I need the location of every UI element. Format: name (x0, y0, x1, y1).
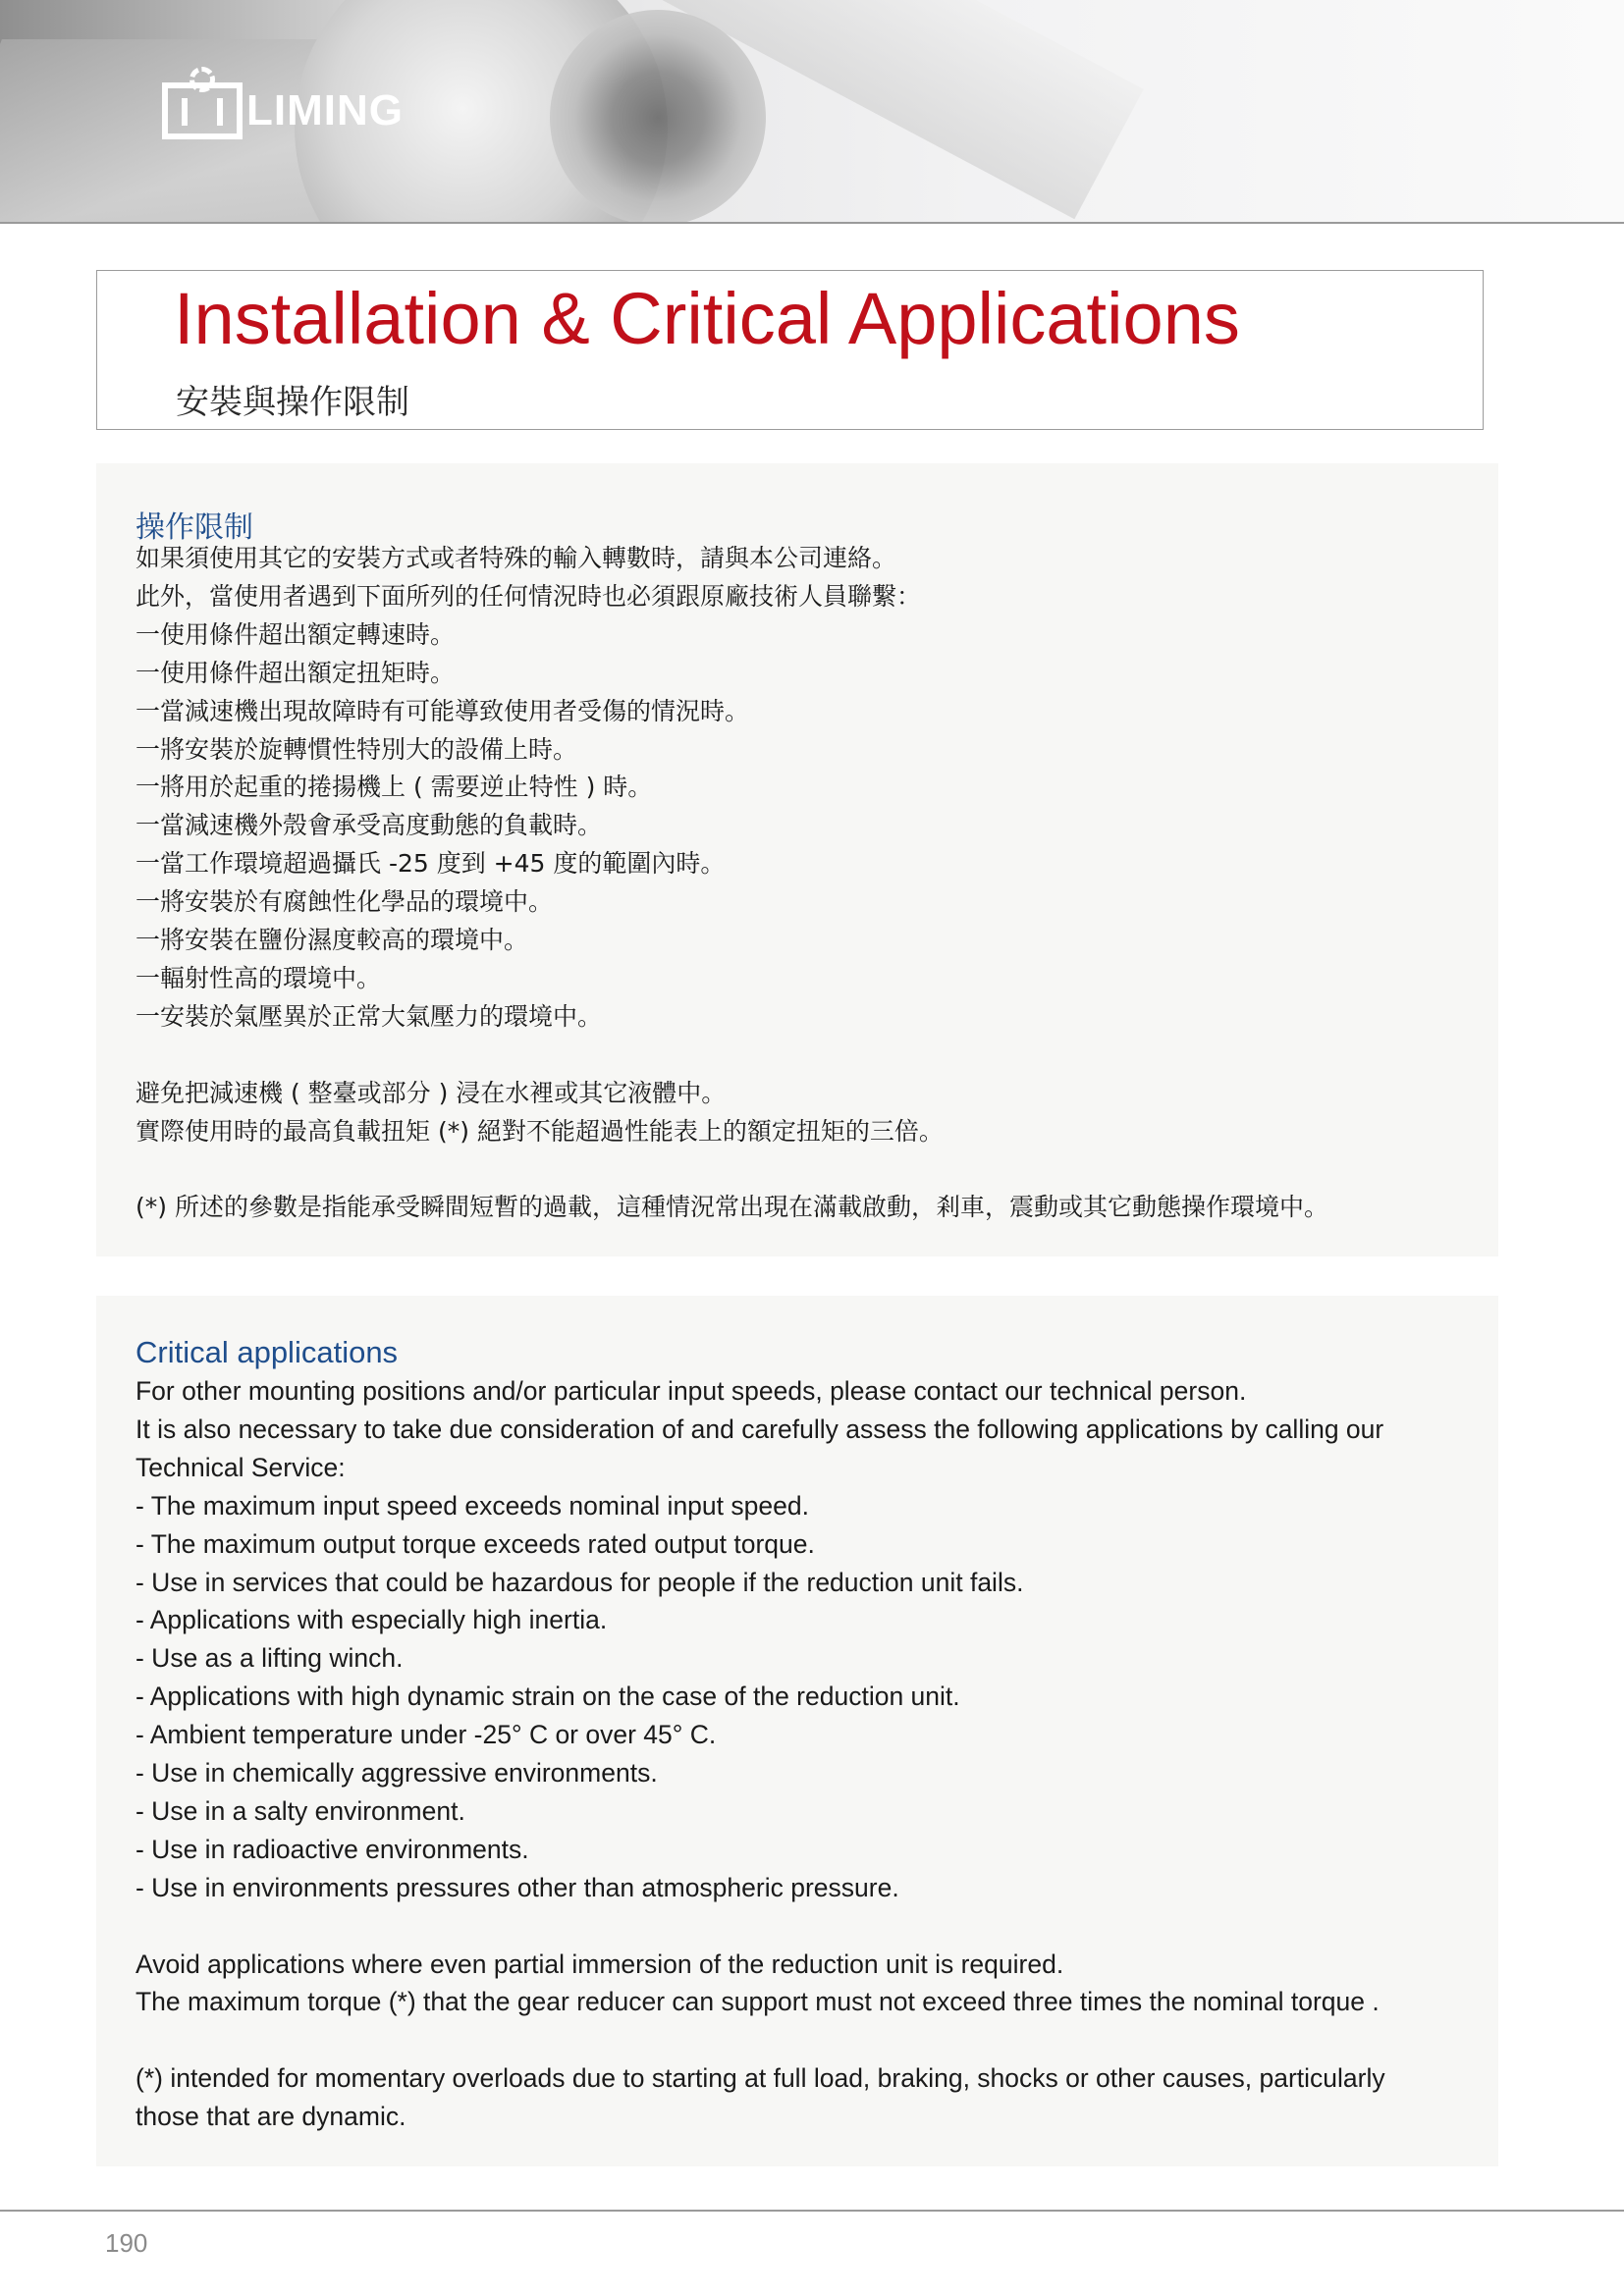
english-section (96, 1296, 1498, 2166)
zh-line: 一將安裝於旋轉慣性特別大的設備上時。 (135, 734, 578, 764)
en-list-item: - Use as a lifting winch. (135, 1643, 404, 1674)
en-intro-line: Technical Service: (135, 1452, 346, 1482)
zh-line: 一將安裝於有腐蝕性化學品的環境中。 (135, 887, 554, 917)
en-intro-line: For other mounting positions and/or particular input speeds, please contact our technical person. (135, 1376, 1247, 1406)
en-footnote: (*) intended for momentary overloads due to starting at full load, braking, shocks or other causes, particularly (135, 2063, 1385, 2094)
zh-line: 一使用條件超出額定轉速時。 (135, 619, 456, 649)
en-list-item: - Use in services that could be hazardous for people if the reduction unit fails. (135, 1567, 1024, 1597)
page-number: 190 (105, 2228, 148, 2258)
en-list-item: - Applications with high dynamic strain on the case of the reduction unit. (135, 1682, 960, 1712)
brand-name: LIMING (246, 86, 404, 134)
spacer (135, 2021, 1481, 2059)
zh-line: 如果須使用其它的安裝方式或者特殊的輸入轉數時，請與本公司連絡。 (135, 544, 897, 572)
en-list-item: - Ambient temperature under -25° C or over 45° C. (135, 1720, 717, 1750)
zh-line: 此外，當使用者遇到下面所列的任何情況時也必須跟原廠技術人員聯繫： (135, 581, 922, 611)
zh-line: 一當減速機出現故障時有可能導致使用者受傷的情況時。 (135, 696, 750, 725)
header-divider (0, 222, 1624, 224)
zh-note: 實際使用時的最高負載扭矩 (*) 絕對不能超過性能表上的額定扭矩的三倍。 (135, 1116, 944, 1146)
chinese-section (96, 463, 1498, 1256)
zh-line: 一將安裝在鹽份濕度較高的環境中。 (135, 926, 529, 955)
page-subtitle: 安裝與操作限制 (176, 383, 409, 422)
en-list-item: - Use in a salty environment. (135, 1795, 465, 1826)
section-heading-zh: 操作限制 (135, 510, 253, 545)
en-list-item: - The maximum input speed exceeds nominal input speed. (135, 1490, 809, 1521)
spacer (135, 1037, 1481, 1075)
zh-line: 一當工作環境超過攝氏 -25 度到 +45 度的範圍內時。 (135, 849, 726, 879)
zh-footnote: (*) 所述的參數是指能承受瞬間短暫的過載，這種情況常出現在滿載啟動，剎車，震動或其它動態操作環境中。 (135, 1193, 1328, 1222)
spacer (135, 1907, 1481, 1946)
title-box (96, 270, 1484, 430)
zh-text-block (135, 540, 1481, 1227)
zh-line: 一安裝於氣壓異於正常大氣壓力的環境中。 (135, 1001, 603, 1031)
zh-line: 一當減速機外殼會承受高度動態的負載時。 (135, 811, 603, 840)
zh-note: 避免把減速機 ( 整臺或部分 ) 浸在水裡或其它液體中。 (135, 1078, 727, 1107)
section-heading-en: Critical applications (135, 1335, 399, 1369)
zh-line: 一將用於起重的捲揚機上 ( 需要逆止特性 ) 時。 (135, 773, 653, 802)
en-intro-line: It is also necessary to take due consideration of and carefully assess the following applications by calling our (135, 1414, 1384, 1444)
en-list-item: - Applications with especially high inertia. (135, 1605, 608, 1635)
footer-divider (0, 2210, 1624, 2212)
en-list-item: - Use in radioactive environments. (135, 1834, 529, 1864)
en-footnote: those that are dynamic. (135, 2102, 406, 2132)
brand-logo (162, 82, 404, 139)
zh-line: 一輻射性高的環境中。 (135, 963, 382, 992)
logo-icon (162, 82, 243, 139)
page-title: Installation & Critical Applications (174, 278, 1240, 359)
spacer (135, 1150, 1481, 1189)
en-note: Avoid applications where even partial immersion of the reduction unit is required. (135, 1949, 1064, 1979)
en-list-item: - The maximum output torque exceeds rated output torque. (135, 1528, 815, 1559)
header-banner (0, 0, 1624, 224)
en-list-item: - Use in chemically aggressive environments. (135, 1758, 658, 1789)
en-text-block (135, 1372, 1481, 2136)
header-image-seal (550, 10, 766, 224)
zh-line: 一使用條件超出額定扭矩時。 (135, 658, 456, 687)
en-note: The maximum torque (*) that the gear reducer can support must not exceed three times the nominal torque . (135, 1987, 1380, 2017)
en-list-item: - Use in environments pressures other than atmospheric pressure. (135, 1872, 899, 1902)
